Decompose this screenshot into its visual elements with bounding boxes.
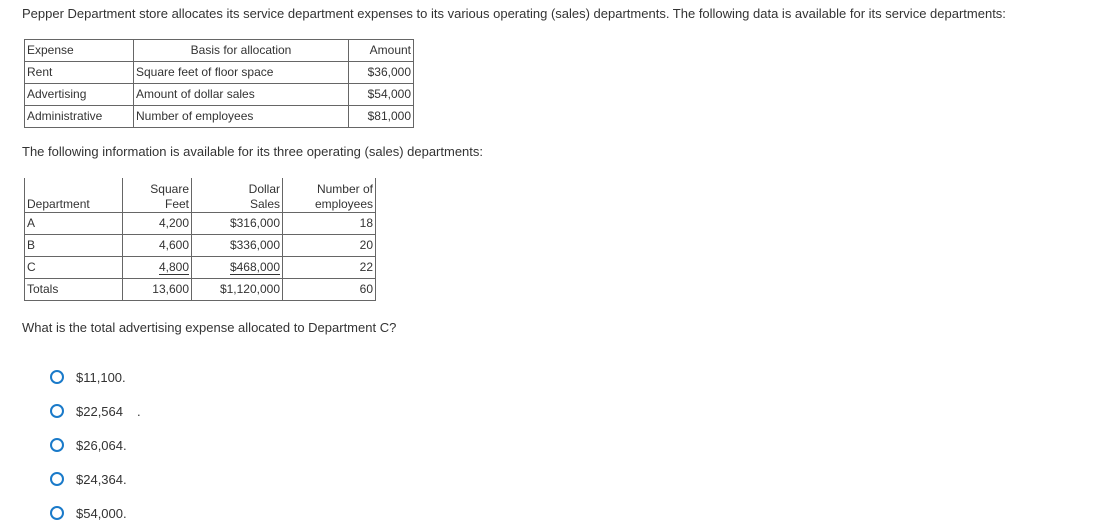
totals-row [25,279,376,301]
header-line: employees [314,197,373,211]
option-label: $26,064. [76,437,127,453]
table-row [25,84,414,106]
square-feet-cell: 4,600 [123,235,192,257]
header-line: Sales [249,197,280,211]
basis-cell: Number of employees [134,106,349,128]
expense-cell: Advertising [25,84,134,106]
radio-button[interactable] [50,438,64,452]
dollar-sales-total: $1,120,000 [192,279,283,301]
square-feet-cell: 4,200 [123,213,192,235]
employees-total: 60 [283,279,376,301]
radio-button[interactable] [50,506,64,520]
table-row [25,106,414,128]
department-cell: B [25,235,123,257]
answer-option[interactable] [50,496,141,530]
dollar-sales-cell [192,257,283,279]
option-label: $11,100. [76,369,126,385]
totals-label: Totals [25,279,123,301]
table-row [25,213,376,235]
column-header-employees [283,178,376,213]
answer-option[interactable] [50,360,141,394]
table-row [25,235,376,257]
employees-cell: 20 [283,235,376,257]
column-header-square-feet [123,178,192,213]
header-line: Square [150,182,189,196]
table-row [25,62,414,84]
answer-options [50,360,141,530]
underlined-value: $468,000 [229,260,280,274]
amount-cell: $54,000 [349,84,414,106]
basis-cell: Square feet of floor space [134,62,349,84]
answer-option[interactable] [50,394,141,428]
radio-button[interactable] [50,370,64,384]
column-header-department: Department [25,178,123,213]
employees-cell: 18 [283,213,376,235]
table-header-row [25,178,376,213]
square-feet-cell [123,257,192,279]
service-department-table [24,39,414,128]
radio-button[interactable] [50,404,64,418]
question-text: What is the total advertising expense allocated to Department C? [22,320,397,335]
operating-department-table [24,178,376,301]
option-trailing-text: . [137,403,141,419]
column-header-basis: Basis for allocation [134,40,349,62]
radio-button[interactable] [50,472,64,486]
header-line: Dollar [248,182,280,196]
expense-cell: Administrative [25,106,134,128]
dollar-sales-cell: $316,000 [192,213,283,235]
dollar-sales-cell: $336,000 [192,235,283,257]
option-label: $24,364. [76,471,127,487]
column-header-amount: Amount [349,40,414,62]
answer-option[interactable] [50,428,141,462]
operating-info-text: The following information is available for its three operating (sales) departments: [22,144,484,159]
expense-cell: Rent [25,62,134,84]
square-feet-total: 13,600 [123,279,192,301]
department-cell: A [25,213,123,235]
column-header-expense: Expense [25,40,134,62]
header-line: Feet [164,197,189,211]
amount-cell: $36,000 [349,62,414,84]
header-line: Number of [316,182,373,196]
employees-cell: 22 [283,257,376,279]
option-label: $54,000. [76,505,127,521]
department-cell: C [25,257,123,279]
option-label: $22,564 [76,403,123,419]
column-header-dollar-sales [192,178,283,213]
table-header-row [25,40,414,62]
table-row [25,257,376,279]
basis-cell: Amount of dollar sales [134,84,349,106]
amount-cell: $81,000 [349,106,414,128]
intro-text: Pepper Department store allocates its service department expenses to its various operating (sales) departments. The following data is available for its service departments: [22,6,1006,21]
underlined-value: 4,800 [158,260,189,274]
answer-option[interactable] [50,462,141,496]
